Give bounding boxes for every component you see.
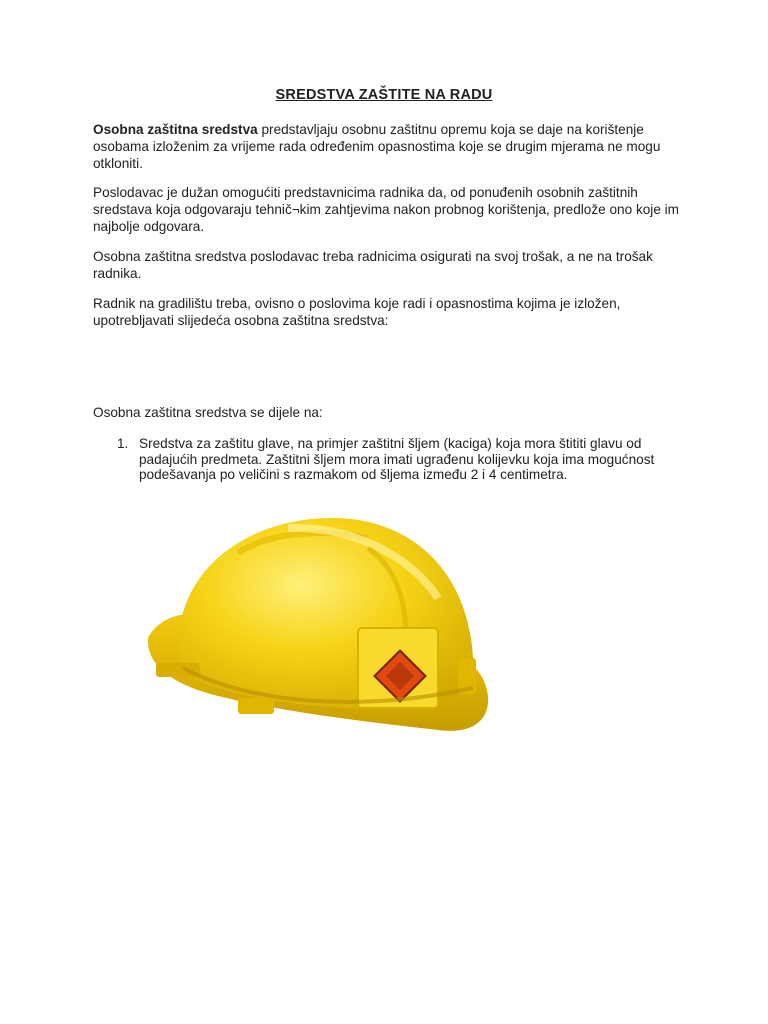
paragraph-intro [93, 121, 683, 172]
list-number: 1. [117, 436, 129, 451]
paragraph-categories: Osobna zaštitna sredstva se dijele na: [93, 405, 323, 420]
paragraph-employer-duty: Poslodavac je dužan omogućiti predstavnicima radnika da, od ponuđenih osobnih zaštitnih sredstava koja odgovaraju tehnič¬kim zahtjevima nakon probnog korištenja, predlože ono koje im najbolje odgovara. [93, 185, 679, 234]
list-text: Sredstva za zaštitu glave, na primjer zaštitni šljem (kaciga) koja mora štititi glavu od padajućih predmeta. Zaštitni šljem mora imati ugrađenu kolijevku koja ima mogućnost podešavanja po veličini s razmakom od šljema između 2 i 4 centimetra. [139, 436, 655, 482]
paragraph-cost: Osobna zaštitna sredstva poslodavac treba radnicima osigurati na svoj trošak, a ne na trošak radnika. [93, 249, 653, 281]
paragraph-worker-usage: Radnik na gradilištu treba, ovisno o poslovima koje radi i opasnostima kojima je izložen, upotrebljavati slijedeća osobna zaštitna sredstva: [93, 296, 621, 328]
document-title: SREDSTVA ZAŠTITE NA RADU [275, 87, 493, 103]
intro-text: predstavljaju osobnu zaštitnu opremu koja se daje na korištenje osobama izloženim za vrijeme rada određenim opasnostima koje se drugim mjerama ne mogu otkloniti. [93, 122, 661, 171]
safety-helmet-image [138, 498, 498, 758]
intro-bold-term: Osobna zaštitna sredstva [93, 122, 258, 137]
